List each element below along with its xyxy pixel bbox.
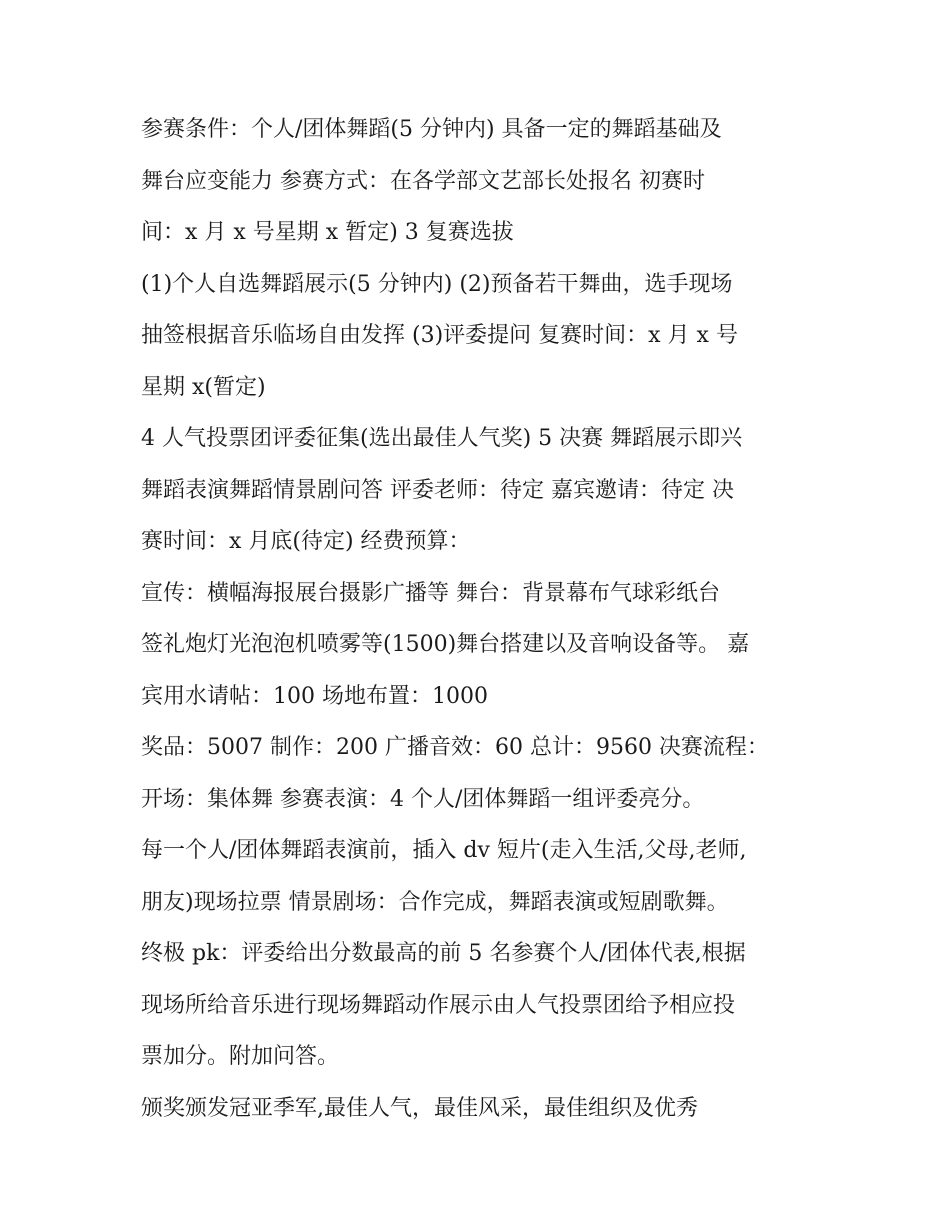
text-line-2: 舞台应变能力 参赛方式：在各学部文艺部长处报名 初赛时 [141, 168, 705, 194]
text-line-9: 赛时间：x 月底(待定) 经费预算： [141, 529, 471, 554]
text-line-19: 票加分。附加问答。 [141, 1044, 340, 1069]
text-line-8: 舞蹈表演舞蹈情景剧问答 评委老师：待定 嘉宾邀请：待定 决 [141, 477, 734, 503]
text-line-11: 签礼炮灯光泡泡机喷雾等(1500)舞台搭建以及音响设备等。 嘉 [141, 632, 750, 657]
text-line-13: 奖品：5007 制作：200 广播音效：60 总计：9560 决赛流程： [141, 735, 769, 760]
text-line-3: 间：x 月 x 号星期 x 暂定) 3 复赛选拔 [141, 220, 514, 245]
text-line-4: (1)个人自选舞蹈展示(5 分钟内) (2)预备若干舞曲，选手现场 [141, 271, 733, 297]
text-line-20: 颁奖颁发冠亚季军,最佳人气，最佳风采，最佳组织及优秀 [141, 1095, 698, 1121]
text-line-1: 参赛条件：个人/团体舞蹈(5 分钟内) 具备一定的舞蹈基础及 [141, 117, 722, 142]
text-line-17: 终极 pk：评委给出分数最高的前 5 名参赛个人/团体代表,根据 [141, 941, 746, 966]
text-line-18: 现场所给音乐进行现场舞蹈动作展示由人气投票团给予相应投 [141, 992, 736, 1018]
text-line-12: 宾用水请帖：100 场地布置：1000 [141, 683, 488, 709]
text-line-15: 每一个人/团体舞蹈表演前，插入 dv 短片(走入生活,父母,老师, [141, 838, 747, 863]
text-line-6: 星期 x(暂定) [141, 374, 266, 400]
text-line-10: 宣传：横幅海报展台摄影广播等 舞台：背景幕布气球彩纸台 [141, 580, 720, 606]
text-line-7: 4 人气投票团评委征集(选出最佳人气奖) 5 决赛 舞蹈展示即兴 [141, 426, 743, 451]
text-line-14: 开场：集体舞 参赛表演：4 个人/团体舞蹈一组评委亮分。 [141, 786, 705, 812]
text-line-16: 朋友)现场拉票 情景剧场：合作完成，舞蹈表演或短剧歌舞。 [141, 889, 729, 915]
document-body [141, 104, 816, 1134]
text-line-5: 抽签根据音乐临场自由发挥 (3)评委提问 复赛时间：x 月 x 号 [141, 323, 738, 348]
